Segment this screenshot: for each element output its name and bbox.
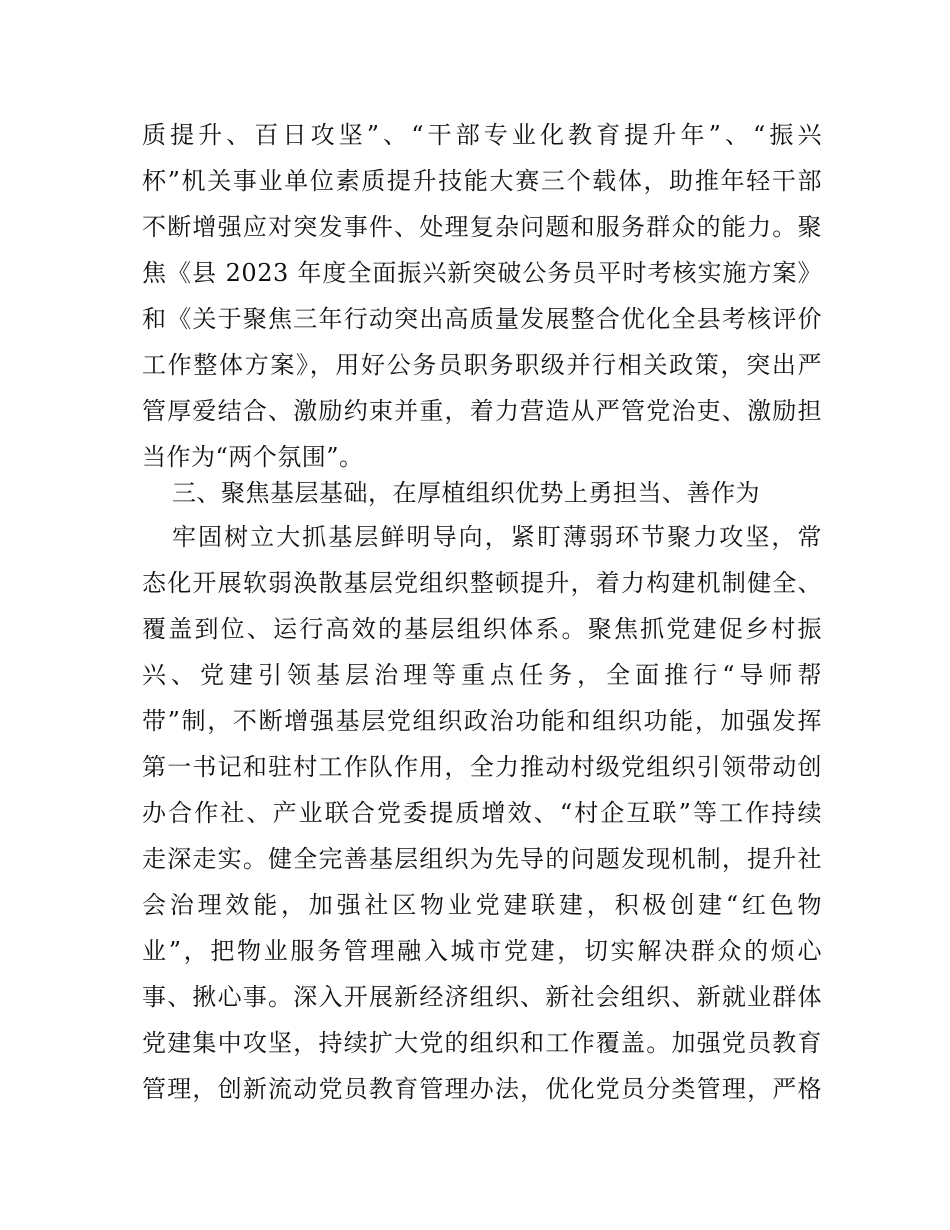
section-heading bbox=[142, 470, 822, 516]
text-line: 杯”机关事业单位素质提升技能大赛三个载体，助推年轻干部 bbox=[142, 167, 822, 195]
text-line: 走深走实。健全完善基层组织为先导的问题发现机制，提升社 bbox=[142, 845, 822, 873]
text-line: 工作整体方案》，用好公务员职务职级并行相关政策，突出严 bbox=[142, 351, 822, 379]
text-line: 事、揪心事。深入开展新经济组织、新社会组织、新就业群体 bbox=[142, 983, 822, 1011]
text-line: 带”制，不断增强基层党组织政治功能和组织功能，加强发挥 bbox=[142, 707, 822, 735]
text-line: 当作为“两个氛围”。 bbox=[142, 443, 364, 471]
text-line: 办合作社、产业联合党委提质增效、“村企互联”等工作持续 bbox=[142, 799, 822, 827]
text-line: 兴、党建引领基层治理等重点任务，全面推行“导师帮 bbox=[142, 661, 822, 689]
text-line: 第一书记和驻村工作队作用，全力推动村级党组织引领带动创 bbox=[142, 753, 822, 781]
text-line: 党建集中攻坚，持续扩大党的组织和工作覆盖。加强党员教育 bbox=[142, 1029, 822, 1057]
body-paragraph-1 bbox=[142, 112, 822, 480]
text-line: 质提升、百日攻坚”、“干部专业化教育提升年”、“振兴 bbox=[142, 121, 822, 149]
text-line: 牢固树立大抓基层鲜明导向，紧盯薄弱环节聚力攻坚，常 bbox=[172, 523, 822, 551]
text-line: 焦《县 2023 年度全面振兴新突破公务员平时考核实施方案》 bbox=[142, 259, 822, 287]
text-line: 业”，把物业服务管理融入城市党建，切实解决群众的烦心 bbox=[142, 937, 822, 965]
text-line: 不断增强应对突发事件、处理复杂问题和服务群众的能力。聚 bbox=[142, 213, 822, 241]
body-paragraph-2 bbox=[142, 514, 822, 1112]
text-line: 管厚爱结合、激励约束并重，着力营造从严管党治吏、激励担 bbox=[142, 397, 822, 425]
text-line: 覆盖到位、运行高效的基层组织体系。聚焦抓党建促乡村振 bbox=[142, 615, 822, 643]
section-heading-text: 三、聚焦基层基础，在厚植组织优势上勇担当、善作为 bbox=[172, 479, 760, 507]
text-line: 会治理效能，加强社区物业党建联建，积极创建“红色物 bbox=[142, 891, 822, 919]
text-line: 管理，创新流动党员教育管理办法，优化党员分类管理，严格 bbox=[142, 1075, 822, 1103]
text-line: 和《关于聚焦三年行动突出高质量发展整合优化全县考核评价 bbox=[142, 305, 822, 333]
text-line: 态化开展软弱涣散基层党组织整顿提升，着力构建机制健全、 bbox=[142, 569, 822, 597]
